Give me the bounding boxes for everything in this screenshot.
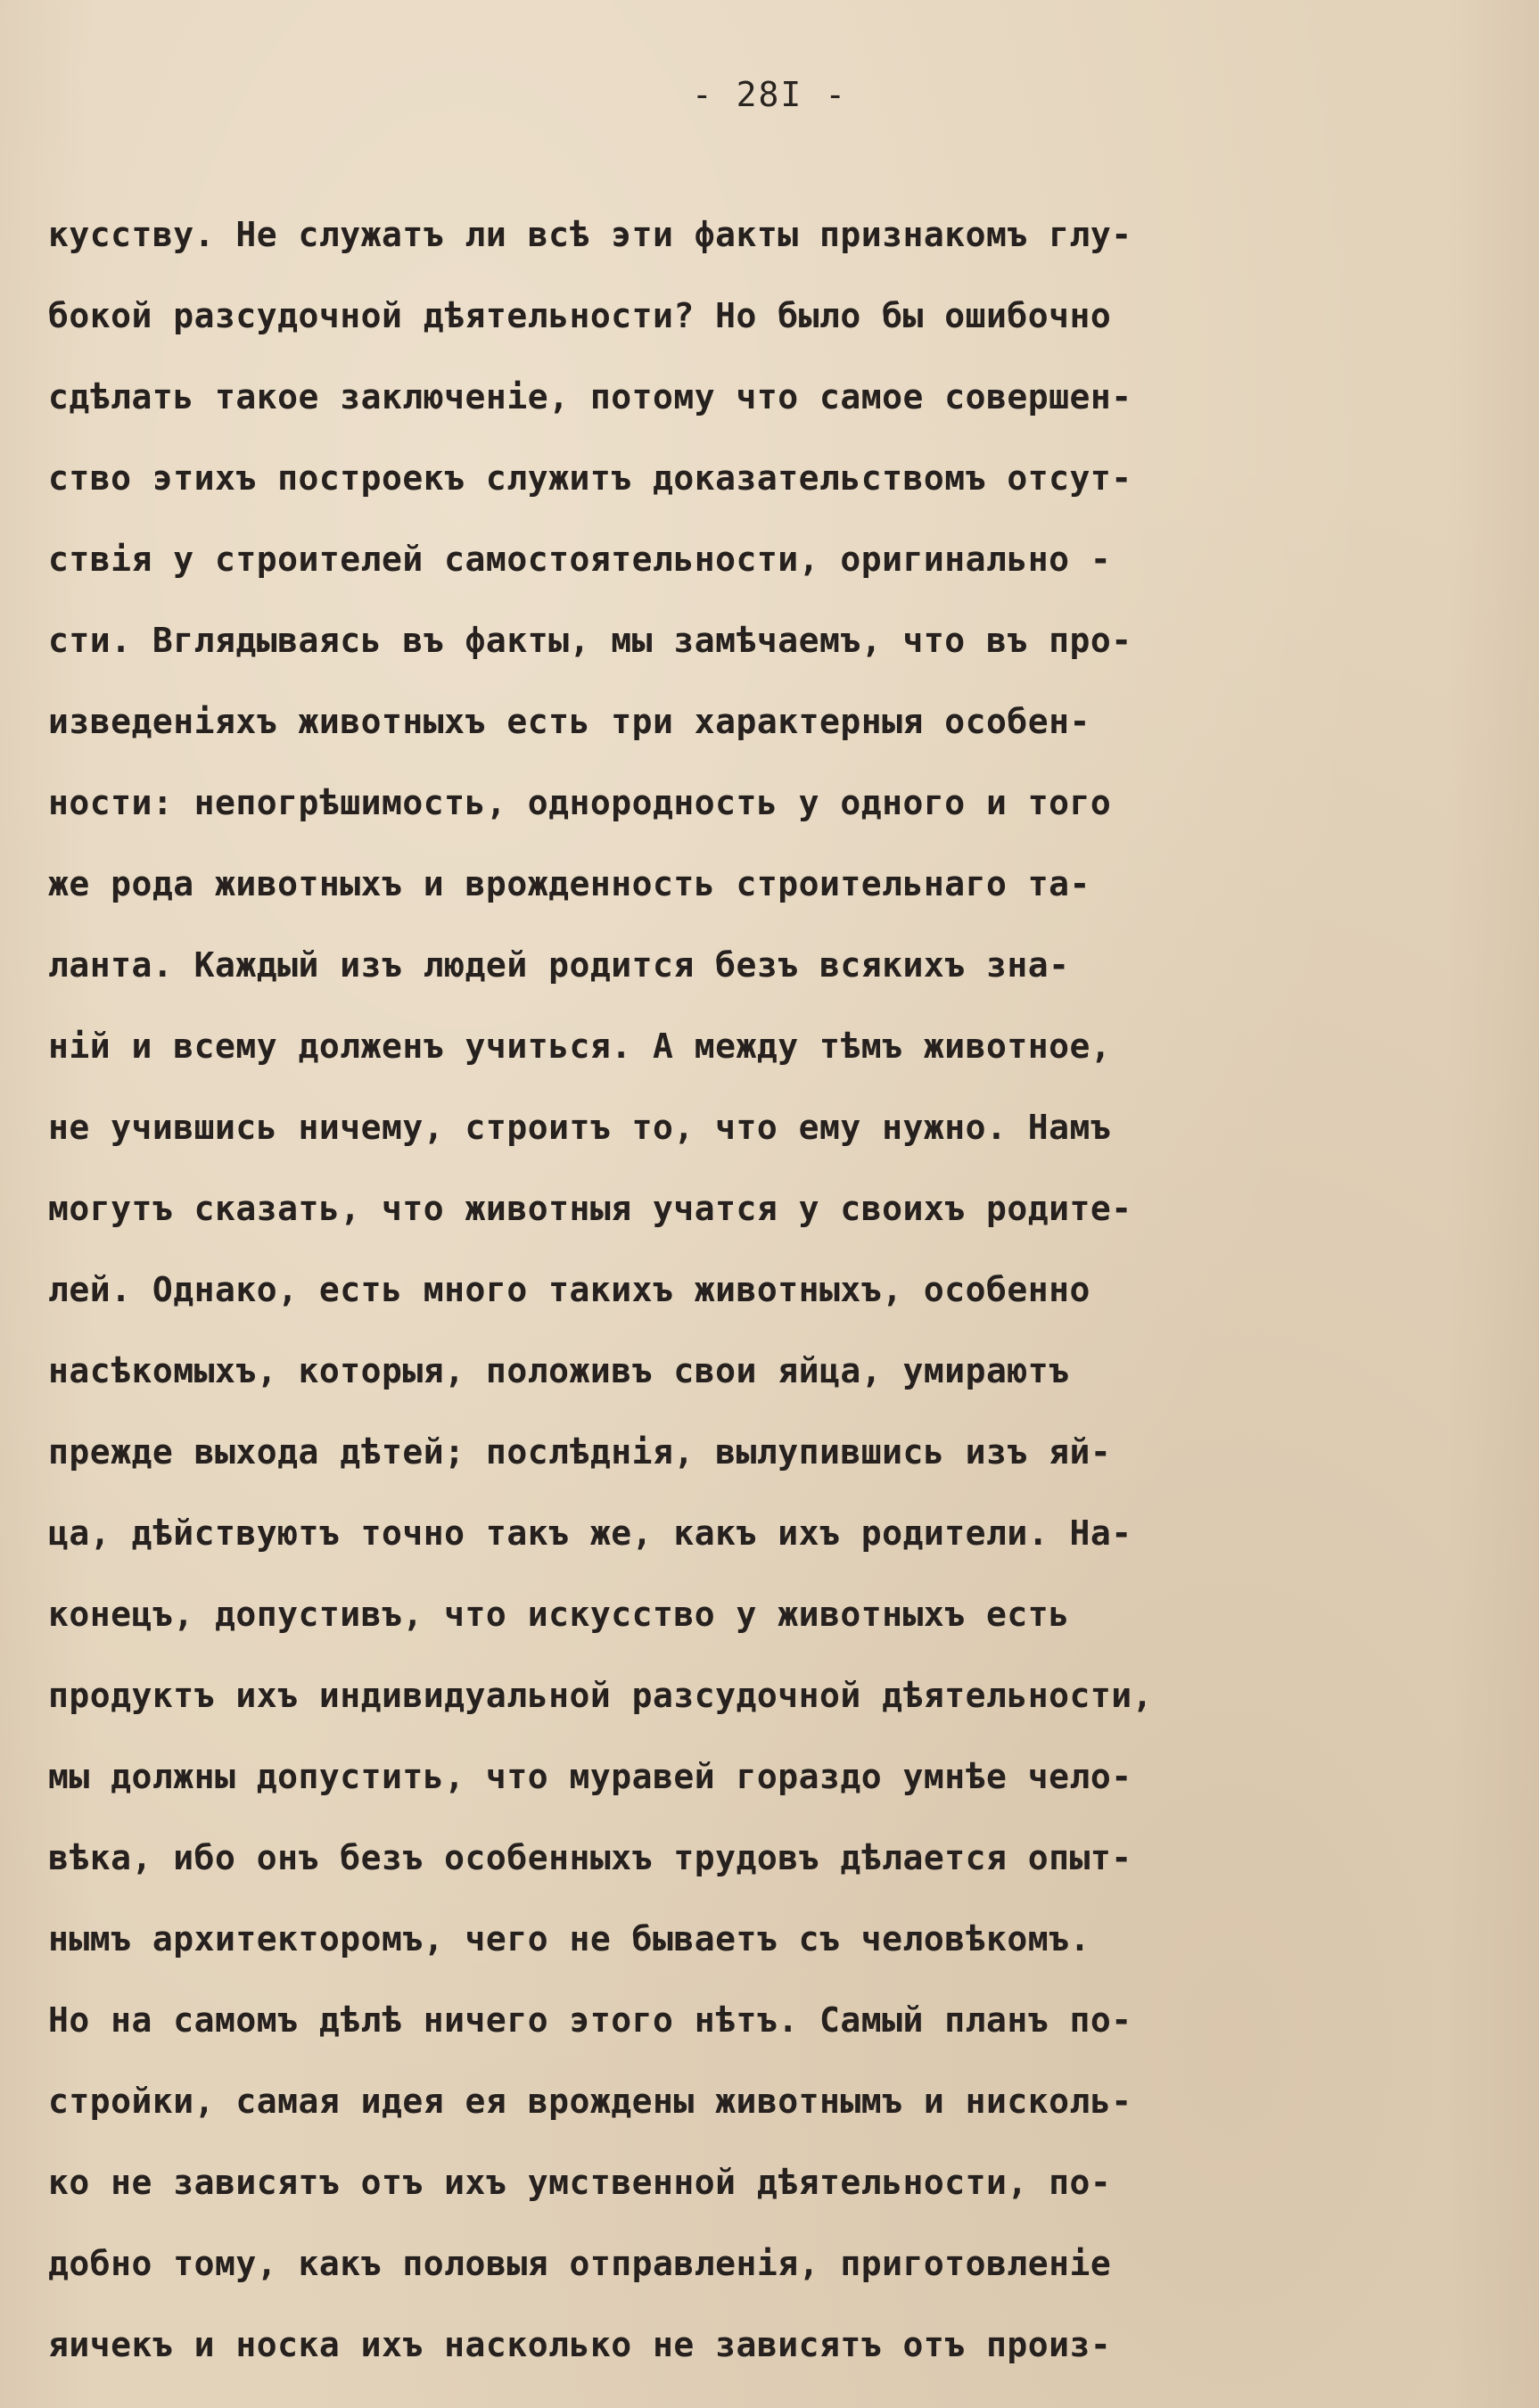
text-line: прежде выхода дѣтей; послѣднiя, вылупившись изъ яй- (48, 1432, 1112, 1472)
text-line: мы должны допустить, что муравей гораздо умнѣе чело- (48, 1757, 1132, 1796)
text-line: же рода животныхъ и врожденность строительнаго та- (48, 864, 1090, 903)
text-line: могутъ сказать, что животныя учатся у своихъ родите- (48, 1189, 1132, 1228)
text-line: конецъ, допустивъ, что искусство у животныхъ есть (48, 1595, 1070, 1634)
text-line: ство этихъ построекъ служитъ доказательствомъ отсут- (48, 458, 1132, 498)
text-line: лей. Однако, есть много такихъ животныхъ, особенно (48, 1270, 1090, 1309)
text-line: нiй и всему долженъ учиться. А между тѣмъ животное, (48, 1027, 1112, 1066)
text-line: ца, дѣйствуютъ точно такъ же, какъ ихъ родители. На- (48, 1513, 1132, 1553)
text-line: добно тому, какъ половыя отправленiя, приготовленiе (48, 2244, 1112, 2283)
text-line: сдѣлать такое заключенiе, потому что самое совершен- (48, 377, 1132, 416)
text-line: яичекъ и носка ихъ насколько не зависятъ отъ произ- (48, 2325, 1112, 2364)
text-line: изведенiяхъ животныхъ есть три характерныя особен- (48, 702, 1090, 741)
page-number: - 28I - (691, 75, 848, 114)
text-line: вѣка, ибо онъ безъ особенныхъ трудовъ дѣлается опыт- (48, 1838, 1132, 1877)
text-line: продуктъ ихъ индивидуальной разсудочной дѣятельности, (48, 1676, 1154, 1715)
text-line: ланта. Каждый изъ людей родится безъ всякихъ зна- (48, 945, 1070, 985)
text-line: ствiя у строителей самостоятельности, оригинально - (48, 540, 1112, 579)
text-line: стройки, самая идея ея врождены животнымъ и нисколь- (48, 2082, 1132, 2121)
text-line: Но на самомъ дѣлѣ ничего этого нѣтъ. Самый планъ по- (48, 2000, 1132, 2040)
text-line: не учившись ничему, строитъ то, что ему нужно. Намъ (48, 1108, 1112, 1147)
text-line: сти. Вглядываясь въ факты, мы замѣчаемъ, что въ про- (48, 621, 1132, 660)
text-line: бокой разсудочной дѣятельности? Но было бы ошибочно (48, 296, 1112, 335)
text-line: насѣкомыхъ, которыя, положивъ свои яйца, умираютъ (48, 1351, 1070, 1390)
text-line: ко не зависятъ отъ ихъ умственной дѣятельности, по- (48, 2163, 1112, 2202)
body-text (48, 194, 1350, 2386)
text-line: нымъ архитекторомъ, чего не бываетъ съ человѣкомъ. (48, 1919, 1090, 1959)
text-line: кусству. Не служатъ ли всѣ эти факты признакомъ глу- (48, 215, 1132, 254)
text-line: ности: непогрѣшимость, однородность у одного и того (48, 783, 1112, 822)
